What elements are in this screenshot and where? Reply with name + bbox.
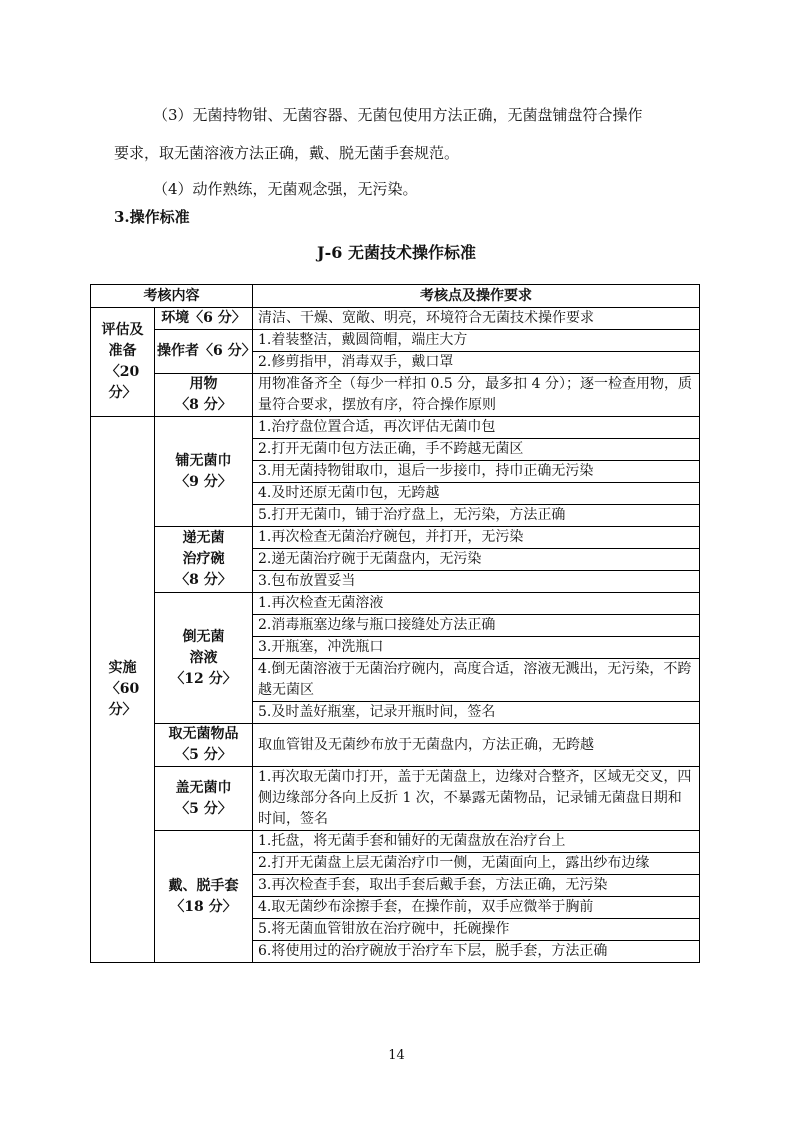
requirement-cell: 3.开瓶塞，冲洗瓶口 (253, 637, 700, 659)
sub-sterile-solution (155, 593, 253, 724)
table-row (91, 308, 700, 330)
sub-label: 铺无菌巾 (175, 452, 232, 469)
table-row (91, 374, 700, 417)
category-score: 〈20 分〉 (105, 364, 140, 401)
requirement-cell: 1.再次检查无菌治疗碗包，并打开，无污染 (253, 527, 700, 549)
requirement-cell: 2.打开无菌盘上层无菌治疗巾一侧，无菌面向上，露出纱布边缘 (253, 853, 700, 875)
table-row (91, 330, 700, 352)
sub-operator: 操作者〈6 分〉 (155, 330, 253, 374)
requirement-cell: 用物准备齐全（每少一样扣 0.5 分，最多扣 4 分）；逐一检查用物，质量符合要求，摆放有序，符合操作原则 (253, 374, 700, 417)
header-assessment-content: 考核内容 (91, 285, 253, 308)
category-label: 评估及 (101, 322, 144, 338)
page-number: 14 (388, 1048, 405, 1063)
requirement-cell: 2.打开无菌巾包方法正确，手不跨越无菌区 (253, 439, 700, 461)
requirement-cell: 4.取无菌纱布涂擦手套，在操作前，双手应微举于胸前 (253, 897, 700, 919)
table-row (91, 593, 700, 615)
requirement-cell: 5.打开无菌巾，铺于治疗盘上，无污染，方法正确 (253, 505, 700, 527)
assessment-table (90, 284, 700, 963)
sub-label: 治疗碗 (182, 551, 225, 567)
category-prep (91, 308, 155, 417)
requirement-cell: 4.及时还原无菌巾包，无跨越 (253, 483, 700, 505)
table-header-row (91, 285, 700, 308)
sub-score: 〈5 分〉 (175, 800, 232, 817)
requirement-cell: 取血管钳及无菌纱布放于无菌盘内，方法正确，无跨越 (253, 724, 700, 767)
paragraph-3-line1: （3）无菌持物钳、无菌容器、无菌包使用方法正确，无菌盘铺盘符合操作 (153, 106, 643, 124)
sub-score: 〈9 分〉 (175, 473, 232, 490)
requirement-cell: 1.再次检查无菌溶液 (253, 593, 700, 615)
requirement-cell: 4.倒无菌溶液于无菌治疗碗内，高度合适，溶液无溅出，无污染，不跨越无菌区 (253, 659, 700, 702)
requirement-cell: 1.托盘，将无菌手套和铺好的无菌盘放在治疗台上 (253, 831, 700, 853)
category-implementation (91, 417, 155, 963)
requirement-cell: 3.用无菌持物钳取巾，退后一步接巾，持巾正确无污染 (253, 461, 700, 483)
requirement-cell: 2.消毒瓶塞边缘与瓶口接缝处方法正确 (253, 615, 700, 637)
category-label: 实施 (108, 660, 137, 676)
paragraph-4: （4）动作熟练，无菌观念强，无污染。 (153, 180, 418, 198)
sub-label: 盖无菌巾 (175, 779, 232, 796)
sub-score: 〈8 分〉 (175, 572, 232, 588)
sub-label: 用物 (189, 376, 218, 392)
sub-label: 递无菌 (182, 530, 225, 546)
sub-take-items (155, 724, 253, 767)
sub-sterile-bowl (155, 527, 253, 593)
sub-gloves (155, 831, 253, 963)
sub-score: 〈8 分〉 (175, 397, 232, 413)
requirement-cell: 3.包布放置妥当 (253, 571, 700, 593)
requirement-cell: 5.将无菌血管钳放在治疗碗中，托碗操作 (253, 919, 700, 941)
sub-score: 〈18 分〉 (170, 898, 237, 915)
category-label: 准备 (108, 343, 137, 359)
requirement-cell: 3.再次检查手套，取出手套后戴手套，方法正确，无污染 (253, 875, 700, 897)
sub-score: 〈12 分〉 (170, 670, 237, 687)
sub-label: 倒无菌 (182, 628, 225, 645)
sub-supplies (155, 374, 253, 417)
requirement-cell: 5.及时盖好瓶塞，记录开瓶时间，签名 (253, 702, 700, 724)
table-title: J-6 无菌技术操作标准 (317, 243, 476, 262)
sub-label: 取无菌物品 (168, 726, 239, 742)
table-row (91, 767, 700, 831)
table-row (91, 417, 700, 439)
requirement-cell: 1.着装整洁，戴圆筒帽，端庄大方 (253, 330, 700, 352)
table-row (91, 831, 700, 853)
sub-score: 〈5 分〉 (175, 747, 232, 763)
category-score: 〈60 分〉 (105, 681, 140, 718)
sub-cover-towel (155, 767, 253, 831)
requirement-cell: 1.治疗盘位置合适，再次评估无菌巾包 (253, 417, 700, 439)
requirement-cell: 6.将使用过的治疗碗放于治疗车下层，脱手套，方法正确 (253, 941, 700, 963)
paragraph-3-line2: 要求，取无菌溶液方法正确，戴、脱无菌手套规范。 (114, 144, 460, 162)
sub-environment: 环境〈6 分〉 (155, 308, 253, 330)
table-row (91, 724, 700, 767)
sub-sterile-towel (155, 417, 253, 527)
requirement-cell: 1.再次取无菌巾打开，盖于无菌盘上，边缘对合整齐，区域无交叉，四侧边缘部分各向上反折 1 次，不暴露无菌物品，记录铺无菌盘日期和时间，签名 (253, 767, 700, 831)
requirement-cell: 清洁、干燥、宽敞、明亮，环境符合无菌技术操作要求 (253, 308, 700, 330)
section-heading: 3.操作标准 (114, 208, 190, 226)
header-requirements: 考核点及操作要求 (253, 285, 700, 308)
requirement-cell: 2.递无菌治疗碗于无菌盘内，无污染 (253, 549, 700, 571)
sub-label: 戴、脱手套 (168, 877, 239, 894)
requirement-cell: 2.修剪指甲，消毒双手，戴口罩 (253, 352, 700, 374)
table-row (91, 527, 700, 549)
sub-label: 溶液 (189, 649, 218, 666)
